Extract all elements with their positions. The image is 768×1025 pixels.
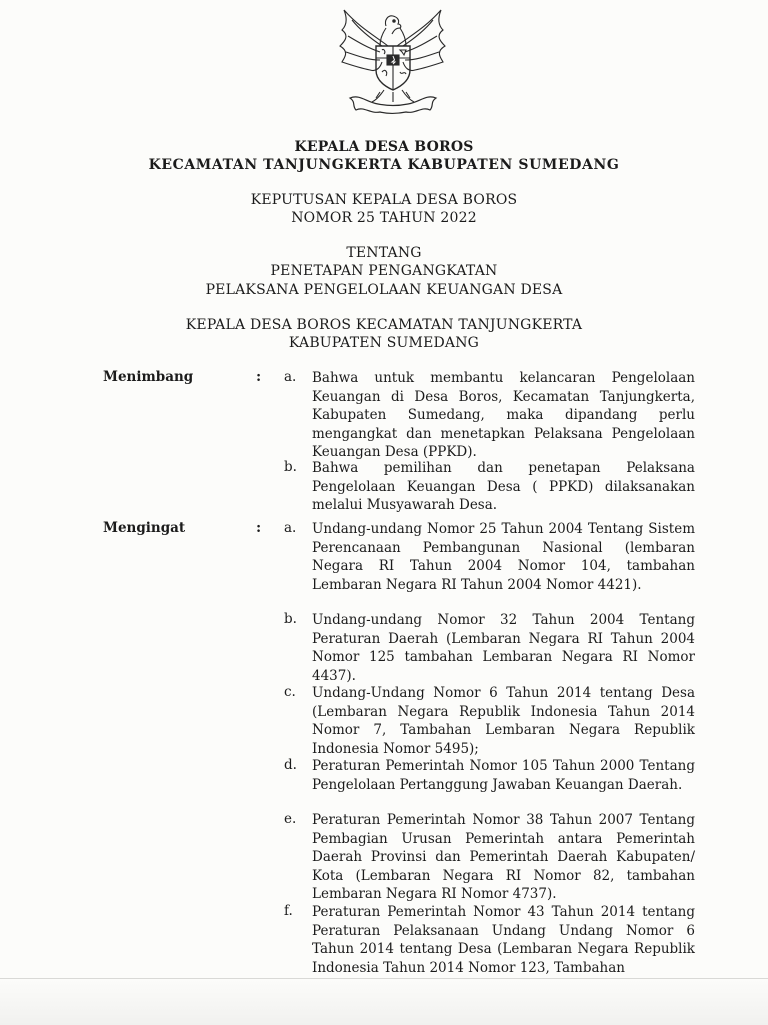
authority-line-1: KEPALA DESA BOROS KECAMATAN TANJUNGKERTA (185, 317, 583, 333)
item-text: Peraturan Pemerintah Nomor 105 Tahun 2000 Tentang Pengelolaan Pertanggung Jawaban Keuangan Daerah. (312, 758, 695, 793)
item-letter: e. (284, 811, 297, 827)
decree-title: KEPUTUSAN KEPALA DESA BOROS (250, 192, 518, 208)
item-text: Undang-undang Nomor 32 Tahun 2004 Tentang Peraturan Daerah (Lembaran Negara RI Tahun 2004 Nomor 125 tambahan Lembaran Negara RI Nomor 4437). (312, 612, 695, 684)
item-text: Peraturan Pemerintah Nomor 38 Tahun 2007 Tentang Pembagian Urusan Pemerintah antara Pemerintah Daerah Provinsi dan Pemerintah Daerah Kabupaten/ Kota (Lembaran Negara RI Nomor 82, tambahan Lembaran Negara RI Nomor 4737). (312, 812, 695, 902)
menimbang-colon: : (256, 369, 262, 385)
item-letter: d. (284, 757, 297, 773)
item-letter: b. (284, 611, 297, 627)
subject-line-1: PENETAPAN PENGANGKATAN (270, 263, 498, 279)
about-heading: TENTANG (346, 245, 422, 261)
page-bottom-edge (0, 978, 768, 1025)
issuer-subtitle: KECAMATAN TANJUNGKERTA KABUPATEN SUMEDANG (148, 157, 620, 173)
item-text: Bahwa pemilihan dan penetapan Pelaksana Pengelolaan Keuangan Desa ( PPKD) dilaksanakan melalui Musyawarah Desa. (312, 460, 695, 513)
issuer-title: KEPALA DESA BOROS (294, 139, 474, 155)
item-letter: c. (284, 684, 296, 700)
garuda-emblem-icon (330, 6, 455, 118)
menimbang-label: Menimbang (103, 369, 194, 385)
item-letter: a. (284, 369, 297, 385)
item-letter: f. (284, 903, 293, 919)
subject-line-2: PELAKSANA PENGELOLAAN KEUANGAN DESA (205, 282, 563, 298)
authority-line-2: KABUPATEN SUMEDANG (288, 335, 480, 351)
item-text: Bahwa untuk membantu kelancaran Pengelolaan Keuangan di Desa Boros, Kecamatan Tanjungkerta, Kabupaten Sumedang, maka dipandang perlu mengangkat dan menetapkan Pelaksana Pengelolaan Keuangan Desa (PPKD). (312, 370, 695, 460)
item-text: Peraturan Pemerintah Nomor 43 Tahun 2014 tentang Peraturan Pelaksanaan Undang Undang Nomor 6 Tahun 2014 tentang Desa (Lembaran Negara Republik Indonesia Tahun 2014 Nomor 123, Tambahan (312, 904, 695, 976)
item-letter: b. (284, 459, 297, 475)
item-text: Undang-Undang Nomor 6 Tahun 2014 tentang Desa (Lembaran Negara Republik Indonesia Tahun 2014 Nomor 7, Tambahan Lembaran Negara Republik Indonesia Nomor 5495); (312, 685, 695, 757)
item-text: Undang-undang Nomor 25 Tahun 2004 Tentang Sistem Perencanaan Pembangunan Nasional (lembaran Negara RI Tahun 2004 Nomor 104, tambahan Lembaran Negara RI Tahun 2004 Nomor 4421). (312, 521, 695, 593)
mengingat-colon: : (256, 520, 262, 536)
mengingat-label: Mengingat (103, 520, 186, 536)
item-letter: a. (284, 520, 297, 536)
decree-number: NOMOR 25 TAHUN 2022 (291, 210, 477, 226)
